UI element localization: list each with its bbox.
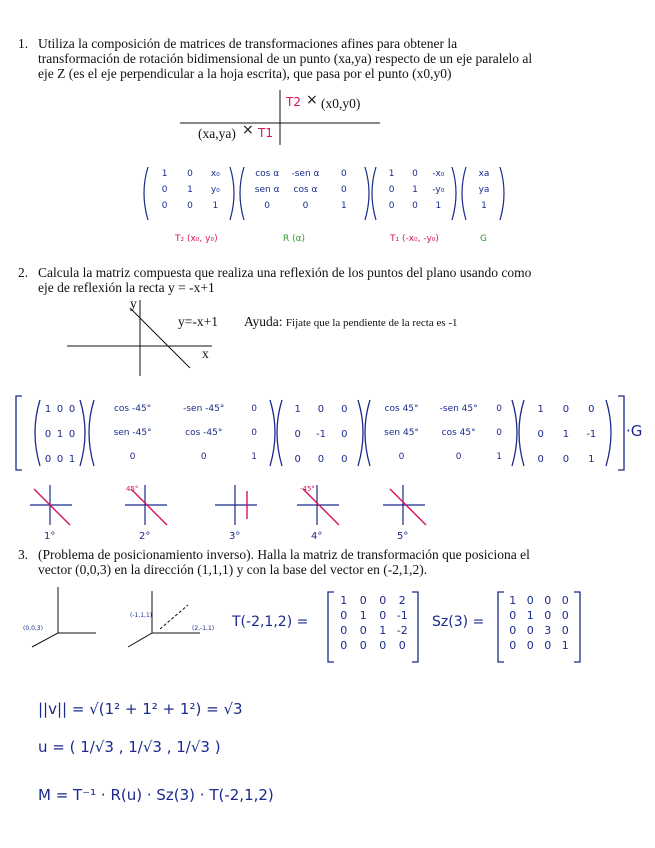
matrix-cell: 1 xyxy=(537,404,544,415)
matrix-cell: -2 xyxy=(396,624,408,637)
matrix-cell: 0 xyxy=(526,639,534,652)
matrix-cell: -y₀ xyxy=(432,185,445,195)
matrix-step-1 xyxy=(42,404,78,465)
problem-number: 3. xyxy=(18,547,29,562)
problem-1 xyxy=(18,36,533,81)
matrix-cell: cos -45° xyxy=(113,404,152,414)
problem-3 xyxy=(18,547,530,577)
scale-label: Sz(3) = xyxy=(432,614,485,630)
matrix-r xyxy=(248,169,363,211)
vector-norm: ||v|| = √(1² + 1² + 1²) = √3 xyxy=(38,700,243,718)
matrix-cell: 0 xyxy=(56,404,64,415)
problem-number: 1. xyxy=(18,36,29,51)
matrix-cell: x₀ xyxy=(210,169,220,179)
matrix-cell: 0 xyxy=(359,624,367,637)
matrix-cell: y₀ xyxy=(210,185,220,195)
matrix-cell: 0 xyxy=(544,594,552,607)
matrix-step-3 xyxy=(286,404,356,465)
matrix-scale xyxy=(504,594,574,652)
matrix-cell: 0 xyxy=(526,624,534,637)
matrix-cell: 0 xyxy=(537,454,544,465)
t1-label: T1 xyxy=(258,126,273,140)
matrix-cell: 0 xyxy=(294,454,301,465)
matrix-cell: 0 xyxy=(379,609,387,622)
matrix-cell: sen -45° xyxy=(113,428,152,438)
matrix-t2 xyxy=(152,169,228,211)
matrix-cell: 0 xyxy=(561,609,569,622)
composite-matrix: M = T⁻¹ · R(u) · Sz(3) · T(-2,1,2) xyxy=(38,786,274,804)
matrix-cell: 1 xyxy=(388,169,395,179)
problem-text-line: Utiliza la composición de matrices de transformaciones afines para obtener la xyxy=(38,36,458,51)
matrix-cell: 0 xyxy=(398,452,405,462)
matrix-cell: 0 xyxy=(496,428,502,438)
matrix-cell: cos 45° xyxy=(441,428,476,438)
problem-text-line: eje de reflexión la recta y = -x+1 xyxy=(38,280,215,295)
problem-number: 2. xyxy=(18,265,29,280)
problem-text-line: Calcula la matriz compuesta que realiza una reflexión de los puntos del plano usando como xyxy=(38,265,532,280)
matrix-cell: 0 xyxy=(379,639,387,652)
caption-t2: T₂ (x₀, y₀) xyxy=(175,234,218,244)
matrix-cell: 1 xyxy=(509,594,517,607)
matrix-cell: 0 xyxy=(561,594,569,607)
step-label: 4° xyxy=(311,531,323,542)
matrix-cell: 1 xyxy=(340,201,347,211)
axis-y-label: y xyxy=(130,296,137,311)
problem-text-line: vector (0,0,3) en la dirección (1,1,1) y con la base del vector en (-2,1,2). xyxy=(38,562,428,577)
matrix-cell: -1 xyxy=(316,429,326,440)
problem-text-line: transformación de rotación bidimensional de un punto (xa,ya) respecto de un eje paralelo al xyxy=(38,51,533,66)
matrix-cell: 0 xyxy=(251,428,258,438)
step-label: 2° xyxy=(139,531,151,542)
step-label: 3° xyxy=(229,531,241,542)
translation-label: T(-2,1,2) = xyxy=(232,614,309,630)
matrix-cell: 0 xyxy=(68,429,76,440)
matrix-cell: 0 xyxy=(44,454,52,465)
matrix-cell: 0 xyxy=(537,429,544,440)
matrix-cell: 1 xyxy=(562,429,570,440)
matrix-cell: 0 xyxy=(509,639,517,652)
matrix-cell: -x₀ xyxy=(432,169,445,179)
matrix-cell: ya xyxy=(478,185,490,195)
matrix-cell: 0 xyxy=(200,452,207,462)
matrix-cell: sen α xyxy=(254,185,280,195)
step-sketches xyxy=(0,483,655,533)
matrix-cell: 1 xyxy=(412,185,418,195)
matrix-step-2 xyxy=(97,404,269,462)
matrix-cell: 0 xyxy=(509,609,517,622)
matrix-cell: 0 xyxy=(562,454,570,465)
matrix-cell: 0 xyxy=(588,404,595,415)
cross-mark: × xyxy=(306,92,318,108)
hint-text: Fijate que la pendiente de la recta es -1 xyxy=(285,317,458,329)
vector-label: (0,0,3) xyxy=(23,625,43,632)
matrix-cell: 1 xyxy=(187,185,193,195)
matrix-cell: 1 xyxy=(588,454,595,465)
matrix-cell: 0 xyxy=(187,169,193,179)
matrix-cell: 0 xyxy=(544,639,552,652)
matrix-cell: 1 xyxy=(68,454,76,465)
matrix-cell: 0 xyxy=(294,429,301,440)
matrix-cell: 1 xyxy=(481,201,487,211)
matrix-cell: 0 xyxy=(340,639,348,652)
matrix-cell: 1 xyxy=(294,404,301,415)
axis-x-label: x xyxy=(202,346,209,361)
matrix-cell: 1 xyxy=(340,594,348,607)
matrix-cell: 1 xyxy=(379,624,387,637)
point-label: (xa,ya) xyxy=(198,126,236,141)
matrix-cell: 0 xyxy=(129,452,136,462)
matrix-cell: 1 xyxy=(359,609,367,622)
times-g: ·G xyxy=(626,422,643,440)
line-equation: y=-x+1 xyxy=(178,314,218,329)
matrix-cell: 0 xyxy=(359,639,367,652)
matrix-cell: 0 xyxy=(561,624,569,637)
matrix-cell: sen 45° xyxy=(384,428,419,438)
problem-2 xyxy=(18,265,532,295)
matrix-cell: 0 xyxy=(359,594,367,607)
matrix-cell: 1 xyxy=(212,201,219,211)
matrix-cell: 2 xyxy=(398,594,406,607)
angle-mark: -45° xyxy=(300,485,315,493)
matrix-cell: 0 xyxy=(251,404,258,414)
matrix-step-5 xyxy=(528,404,604,465)
matrix-cell: 0 xyxy=(412,169,418,179)
matrix-cell: 0 xyxy=(388,201,395,211)
matrix-cell: 3 xyxy=(544,624,552,637)
center-label: (x0,y0) xyxy=(321,96,361,111)
matrix-cell: 1 xyxy=(161,169,168,179)
vector-label: (-1,1,1) xyxy=(130,612,153,619)
matrix-cell: 0 xyxy=(317,404,325,415)
matrix-cell: 0 xyxy=(340,624,348,637)
matrix-cell: 0 xyxy=(161,201,168,211)
step-label: 5° xyxy=(397,531,409,542)
caption-t1: T₁ (-x₀, -y₀) xyxy=(390,234,439,244)
matrix-cell: 0 xyxy=(161,185,168,195)
matrix-cell: 0 xyxy=(341,429,348,440)
matrix-cell: xa xyxy=(478,169,490,179)
matrix-cell: 1 xyxy=(435,201,442,211)
matrix-cell: 0 xyxy=(496,404,502,414)
matrix-cell: 1 xyxy=(526,609,534,622)
matrix-cell: 0 xyxy=(340,609,348,622)
matrix-cell: cos α xyxy=(293,185,318,195)
matrix-cell: 0 xyxy=(398,639,406,652)
angle-mark: 45° xyxy=(126,485,139,493)
matrix-cell: 0 xyxy=(412,201,418,211)
matrix-cell: 0 xyxy=(340,169,347,179)
t2-label: T2 xyxy=(286,95,301,109)
matrix-cell: cos 45° xyxy=(384,404,419,414)
unit-vector: u = ( 1/√3 , 1/√3 , 1/√3 ) xyxy=(38,738,221,756)
matrix-cell: 0 xyxy=(341,404,348,415)
caption-r: R (α) xyxy=(283,234,306,244)
hint xyxy=(244,314,458,331)
matrix-cell: 0 xyxy=(341,454,348,465)
matrix-cell: 0 xyxy=(340,185,347,195)
matrix-t1 xyxy=(380,169,450,211)
matrix-cell: 1 xyxy=(251,452,258,462)
matrix-cell: 0 xyxy=(317,454,325,465)
matrix-cell: 0 xyxy=(187,201,193,211)
matrix-cell: -1 xyxy=(586,429,597,440)
matrix-cell: 1 xyxy=(496,452,502,462)
hint-title: Ayuda: xyxy=(244,314,283,329)
matrix-cell: 0 xyxy=(68,404,76,415)
cross-mark: × xyxy=(242,122,254,138)
matrix-cell: -sen 45° xyxy=(439,404,478,414)
matrix-g xyxy=(470,169,498,211)
matrix-cell: 0 xyxy=(544,609,552,622)
step-label: 1° xyxy=(44,531,56,542)
matrix-cell: 0 xyxy=(56,454,64,465)
matrix-cell: cos -45° xyxy=(185,428,223,438)
problem-text-line: eje Z (es el eje perpendicular a la hoja escrita), que pasa por el punto (x0,y0) xyxy=(38,66,452,81)
matrix-cell: 1 xyxy=(56,429,64,440)
matrix-cell: 1 xyxy=(44,404,52,415)
matrix-cell: -sen -45° xyxy=(183,404,225,414)
matrix-cell: 0 xyxy=(44,429,52,440)
matrix-cell: 0 xyxy=(264,201,271,211)
matrix-cell: -sen α xyxy=(291,169,320,179)
matrix-cell: 0 xyxy=(388,185,395,195)
matrix-cell: 1 xyxy=(561,639,569,652)
matrix-cell: -1 xyxy=(396,609,408,622)
matrix-cell: 0 xyxy=(455,452,462,462)
matrix-cell: 0 xyxy=(509,624,517,637)
matrix-cell: 0 xyxy=(302,201,309,211)
caption-g: G xyxy=(480,234,487,244)
matrix-cell: cos α xyxy=(255,169,280,179)
problem-text-line: (Problema de posicionamiento inverso). Halla la matriz de transformación que posiciona el xyxy=(38,547,530,562)
vector-label: (2,-1,1) xyxy=(192,625,215,632)
matrix-cell: 0 xyxy=(526,594,534,607)
matrix-step-4 xyxy=(373,404,511,462)
matrix-translation xyxy=(334,594,412,652)
matrix-cell: 0 xyxy=(562,404,570,415)
matrix-cell: 0 xyxy=(379,594,387,607)
line-graph xyxy=(0,298,655,378)
